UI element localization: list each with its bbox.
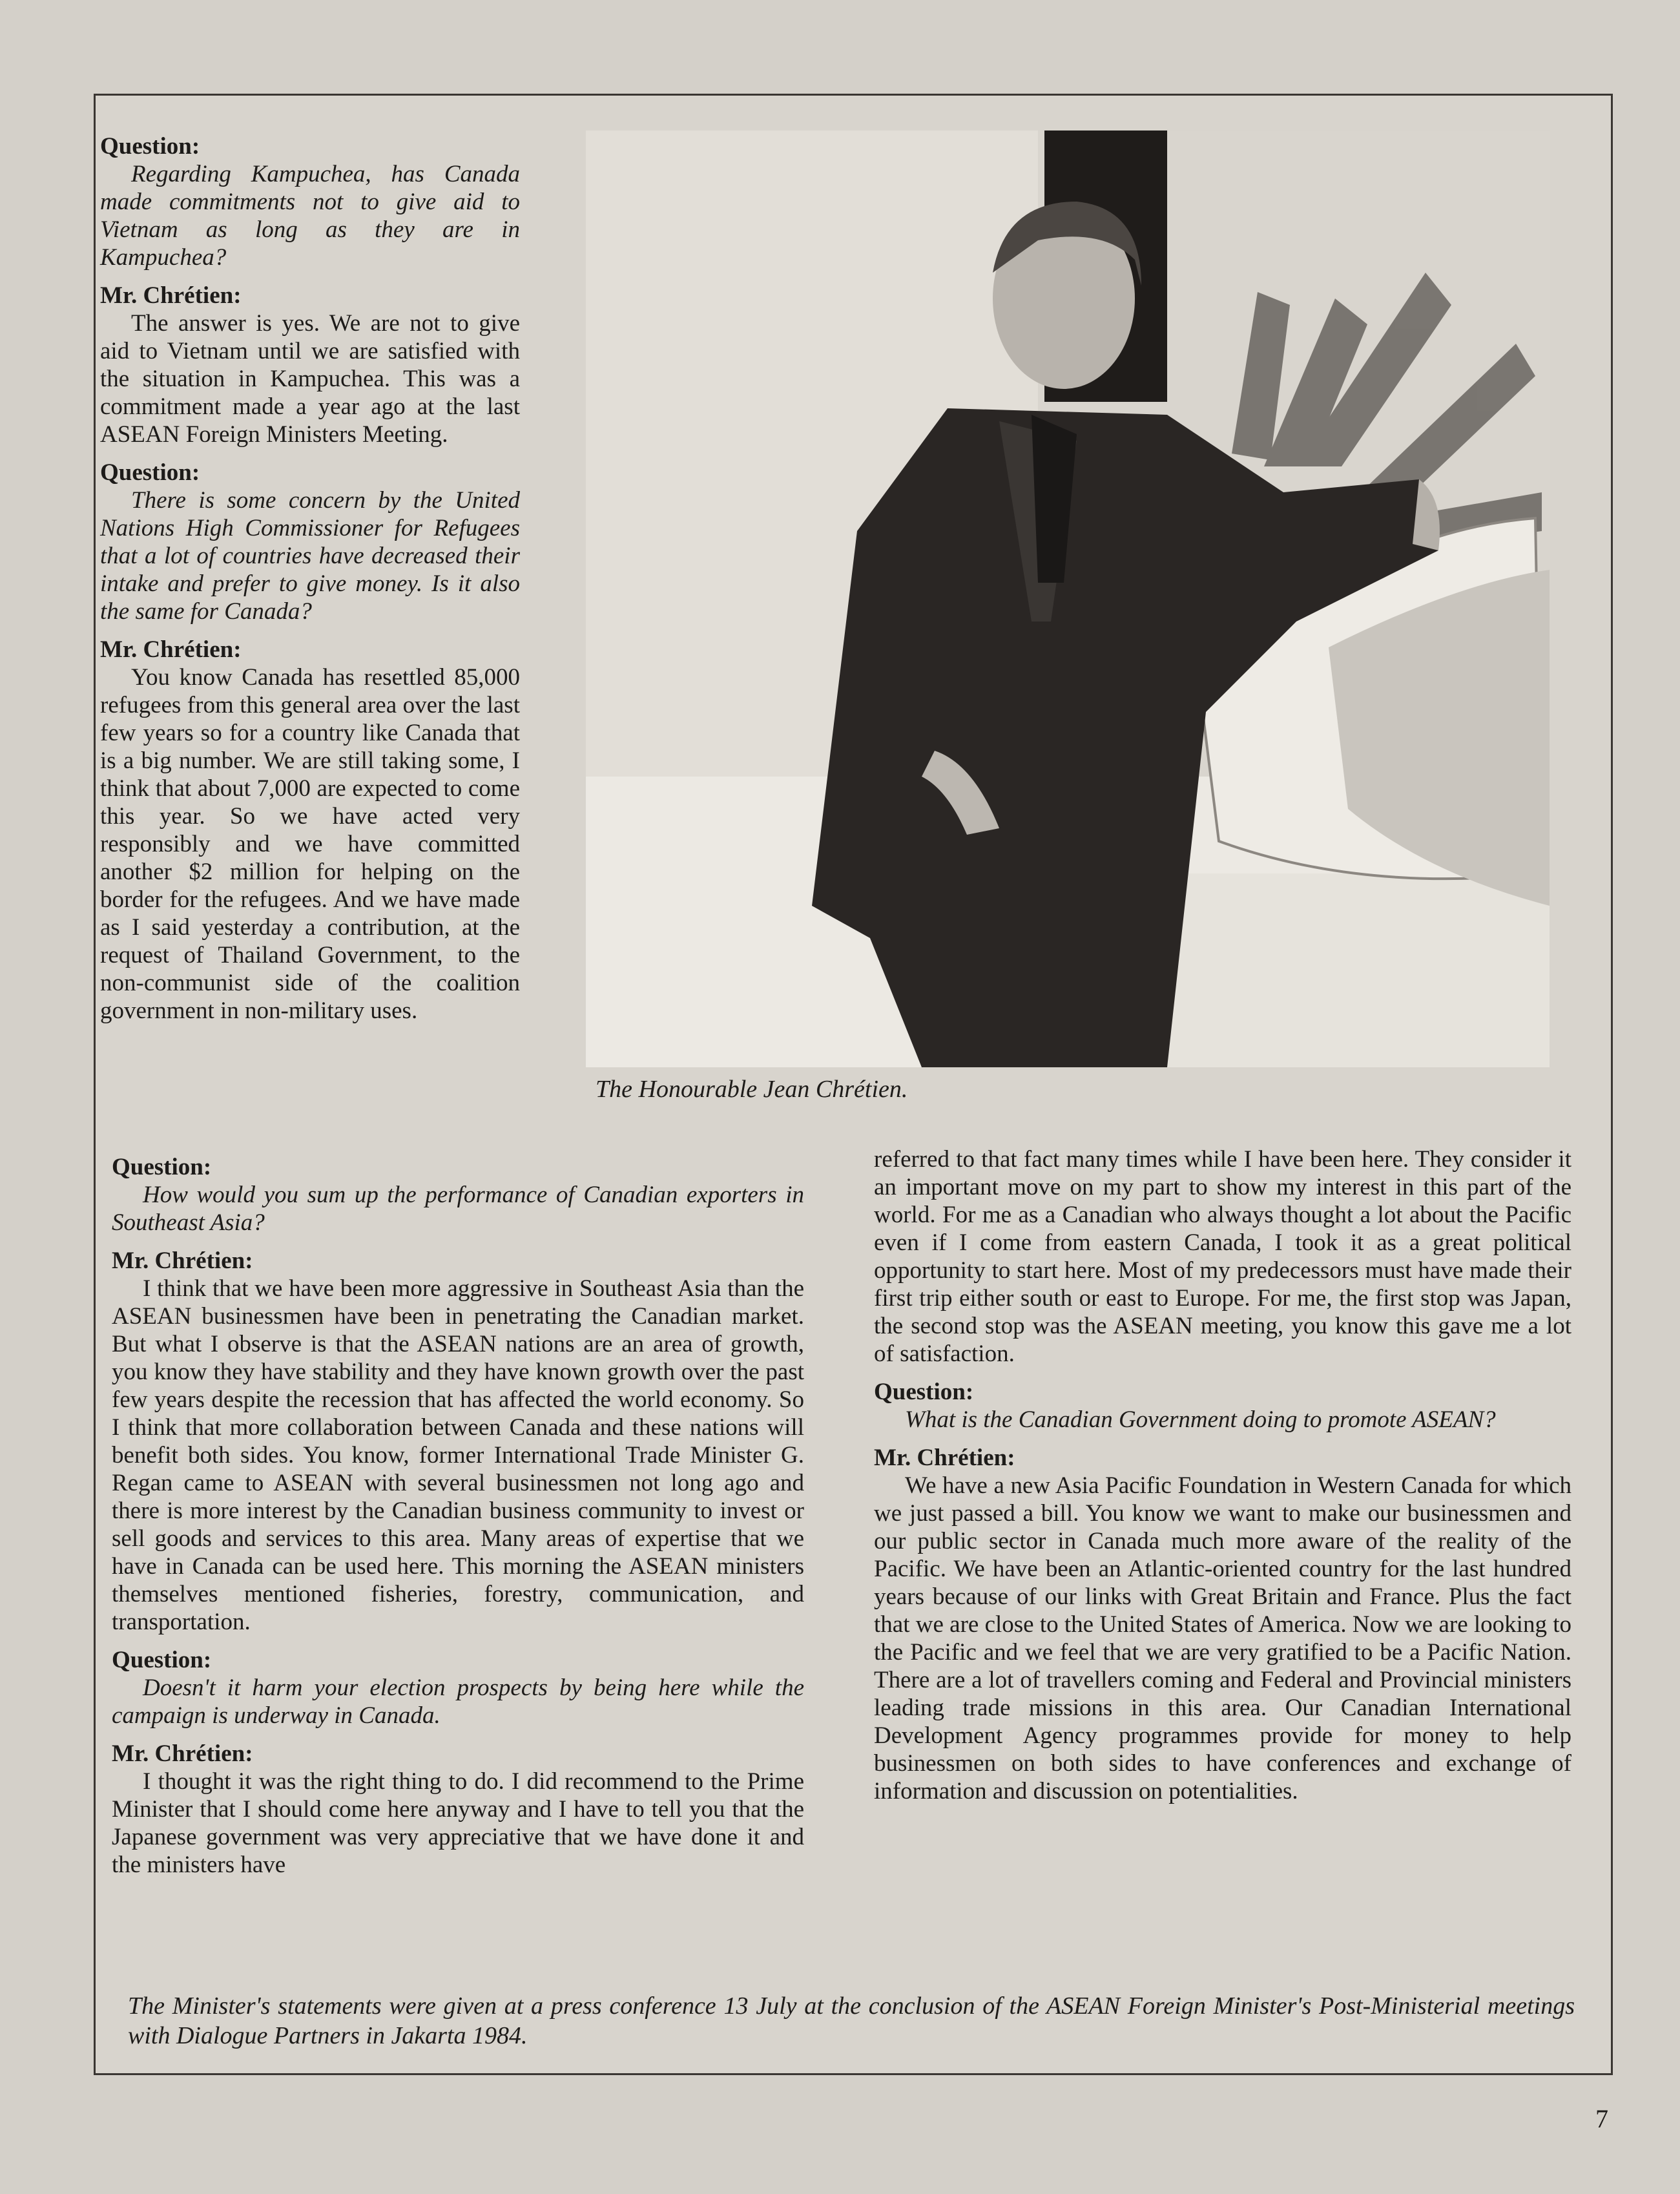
question-label: Question:	[112, 1647, 212, 1673]
question-text: Regarding Kampuchea, has Canada made commitments not to give aid to Vietnam as long as they are in Kampuchea?	[100, 161, 520, 271]
speaker-label: Mr. Chrétien:	[100, 282, 242, 309]
question-label: Question:	[112, 1154, 212, 1180]
column-middle	[112, 1153, 804, 1879]
answer-text: I thought it was the right thing to do. I did recommend to the Prime Minister that I should come here anyway and I have to tell you that the Japanese government was very appreciative that we have done it and the ministers have	[112, 1768, 804, 1878]
footnote: The Minister's statements were given at a press conference 13 July at the conclusion of the ASEAN Foreign Minister's Post-Ministerial meetings with Dialogue Partners in Jakarta 1984.	[128, 1992, 1575, 2049]
page-number: 7	[1595, 2104, 1608, 2133]
answer-text: You know Canada has resettled 85,000 refugees from this general area over the last few years so for a country like Canada that is a big number. We are still taking some, I think that about 7,000 are expected to come this year. So we have acted very responsibly and we have committed another $2 million for helping on the border for the refugees. And we have made as I said yesterday a contribution, at the request of Thailand Government, to the non-communist side of the coalition government in non-military uses.	[100, 664, 520, 1024]
speaker-label: Mr. Chrétien:	[112, 1248, 253, 1274]
question-text: How would you sum up the performance of Canadian exporters in Southeast Asia?	[112, 1182, 804, 1236]
answer-text: The answer is yes. We are not to give aid to Vietnam until we are satisfied with the situation in Kampuchea. This was a commitment made a year ago at the last ASEAN Foreign Ministers Meeting.	[100, 310, 520, 448]
speaker-label: Mr. Chrétien:	[874, 1445, 1015, 1471]
answer-text: We have a new Asia Pacific Foundation in Western Canada for which we just passed a bill. You know we want to make our businessmen and our public sector in Canada much more aware of the reality of the Pacific. We have been an Atlantic-oriented country for the last hundred years because of our links with Great Britain and France. Plus the fact that we are close to the United States of America. Now we are looking to the Pacific and we feel that we are very gratified to be a Pacific Nation. There are a lot of travellers coming and Federal and Provincial ministers leading trade missions in this area. Our Canadian International Development Agency programmes provide for money to help businessmen on both sides to have conferences and exchange of information and discussion on potentialities.	[874, 1472, 1571, 1804]
photo-caption: The Honourable Jean Chrétien.	[596, 1076, 908, 1103]
answer-text: I think that we have been more aggressive in Southeast Asia than the ASEAN businessmen have been in penetrating the Canadian market. But what I observe is that the ASEAN nations are an area of growth, you know they have stability and they have known growth over the past few years despite the recession that has affected the world economy. So I think that more collaboration between Canada and these nations will benefit both sides. You know, former International Trade Minister G. Regan came to ASEAN with several businessmen not long ago and there is more interest by the Canadian business community to invest or sell goods and services to this area. Many areas of expertise that we have in Canada can be used here. This morning the ASEAN ministers themselves mentioned fisheries, forestry, communication, and transportation.	[112, 1275, 804, 1635]
question-text: Doesn't it harm your election prospects by being here while the campaign is underway in Canada.	[112, 1675, 804, 1729]
question-text: There is some concern by the United Nations High Commissioner for Refugees that a lot of countries have decreased their intake and prefer to give money. Is it also the same for Canada?	[100, 487, 520, 625]
column-right	[874, 1145, 1571, 1805]
column-left	[100, 132, 520, 1025]
question-label: Question:	[100, 133, 200, 160]
speaker-label: Mr. Chrétien:	[100, 636, 242, 663]
speaker-label: Mr. Chrétien:	[112, 1740, 253, 1767]
portrait-photo	[586, 131, 1550, 1067]
question-label: Question:	[874, 1379, 974, 1405]
question-label: Question:	[100, 459, 200, 486]
answer-text: referred to that fact many times while I have been here. They consider it an important move on my part to show my interest in this part of the world. For me as a Canadian who always thought a lot about the Pacific even if I come from eastern Canada, I took it as a great political opportunity to start here. Most of my predecessors must have made their first trip either south or east to Europe. For me, the first stop was Japan, the second stop was the ASEAN meeting, you know this gave me a lot of satisfaction.	[874, 1146, 1571, 1367]
question-text: What is the Canadian Government doing to promote ASEAN?	[905, 1406, 1496, 1433]
